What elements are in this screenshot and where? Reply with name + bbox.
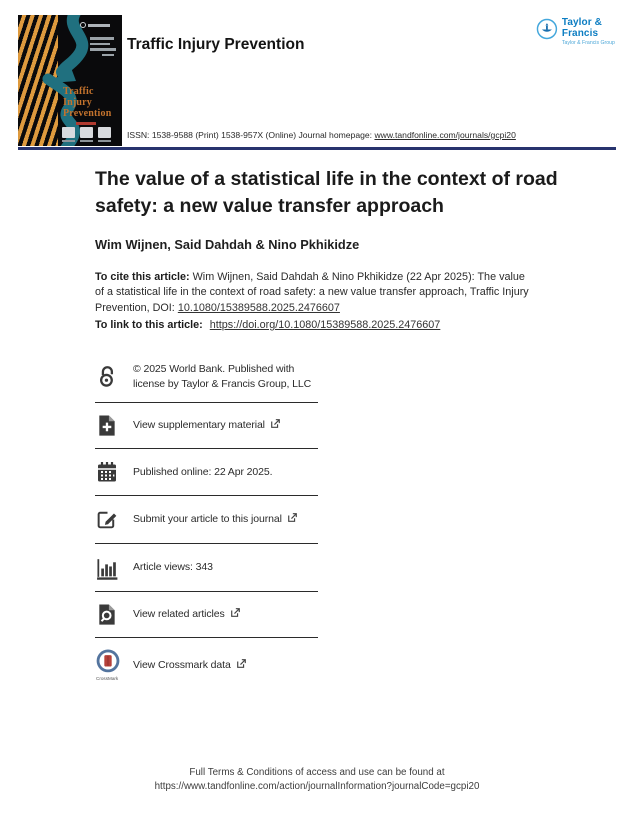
link-paragraph [95, 319, 440, 331]
crossmark-row[interactable] [95, 637, 318, 692]
cite-text: Wim Wijnen, Said Dahdah & Nino Pkhikidze (22 Apr 2025): The value of a statistical life in the context of road safety: a new value transfer approach, Traffic Injury Prevention, DOI: [95, 271, 529, 314]
published-online-row [95, 448, 318, 495]
external-link-icon [230, 607, 241, 618]
external-link-icon [236, 658, 247, 669]
cover-publisher-ring-icon [80, 22, 86, 28]
cover-sponsor-logos [62, 127, 111, 142]
article-doi-link[interactable]: https://doi.org/10.1080/15389588.2025.2476607 [209, 319, 441, 331]
supplementary-material-label[interactable]: View supplementary material [133, 419, 265, 432]
terms-url[interactable]: https://www.tandfonline.com/action/journalInformation?journalCode=gcpi20 [154, 781, 480, 792]
article-views-text: Article views: 343 [133, 561, 213, 574]
article-title: The value of a statistical life in the context of road safety: a new value transfer approach [95, 168, 558, 217]
related-articles-icon [95, 603, 118, 626]
article-views-row [95, 543, 318, 591]
publisher-logo [536, 17, 634, 46]
cover-publisher-name-bar [88, 24, 110, 27]
crossmark-icon [95, 649, 121, 675]
taylor-francis-lamp-icon [536, 17, 558, 41]
issn-label: ISSN: 1538-9588 (Print) 1538-957X (Online) Journal homepage: [127, 130, 373, 140]
submit-article-row[interactable] [95, 495, 318, 543]
open-access-icon [95, 364, 120, 389]
terms-line: Full Terms & Conditions of access and use can be found at [189, 767, 445, 778]
article-views-icon [95, 555, 120, 580]
related-articles-label[interactable]: View related articles [133, 608, 225, 621]
journal-cover-thumbnail [18, 15, 122, 146]
terms-footer [0, 766, 634, 794]
cover-publisher-mark [80, 22, 110, 28]
submit-article-icon [95, 507, 120, 532]
link-label: To link to this article: [95, 319, 203, 331]
license-text: © 2025 World Bank. Published with license by Taylor & Francis Group, LLC [133, 363, 312, 390]
article-actions-list [95, 351, 318, 692]
crossmark-caption: CrossMark [96, 676, 119, 681]
supplementary-material-icon [95, 414, 118, 437]
header-divider-rule [18, 147, 616, 150]
article-authors: Wim Wijnen, Said Dahdah & Nino Pkhikidze [95, 237, 360, 252]
cite-label: To cite this article: [95, 271, 190, 283]
supplementary-material-row[interactable] [95, 402, 318, 448]
external-link-icon [287, 512, 298, 523]
submit-article-label[interactable]: Submit your article to this journal [133, 513, 282, 526]
cover-issue-info [90, 37, 116, 59]
cover-journal-title: Traffic Injury Prevention [63, 86, 112, 119]
publisher-group-name: Taylor & Francis Group [561, 40, 615, 46]
cite-doi-link[interactable]: 10.1080/15389588.2025.2476607 [177, 301, 340, 314]
journal-title: Traffic Injury Prevention [127, 36, 305, 53]
cite-paragraph [95, 270, 529, 316]
published-online-text: Published online: 22 Apr 2025. [133, 465, 273, 478]
issn-homepage-line [127, 130, 516, 140]
journal-homepage-link[interactable]: www.tandfonline.com/journals/gcpi20 [374, 130, 516, 140]
publisher-name: Taylor & Francis [561, 17, 602, 39]
calendar-icon [95, 460, 119, 484]
related-articles-row[interactable] [95, 591, 318, 637]
external-link-icon [270, 418, 281, 429]
license-row [95, 351, 318, 402]
crossmark-label[interactable]: View Crossmark data [133, 658, 231, 671]
cover-red-text-bar [76, 122, 96, 125]
